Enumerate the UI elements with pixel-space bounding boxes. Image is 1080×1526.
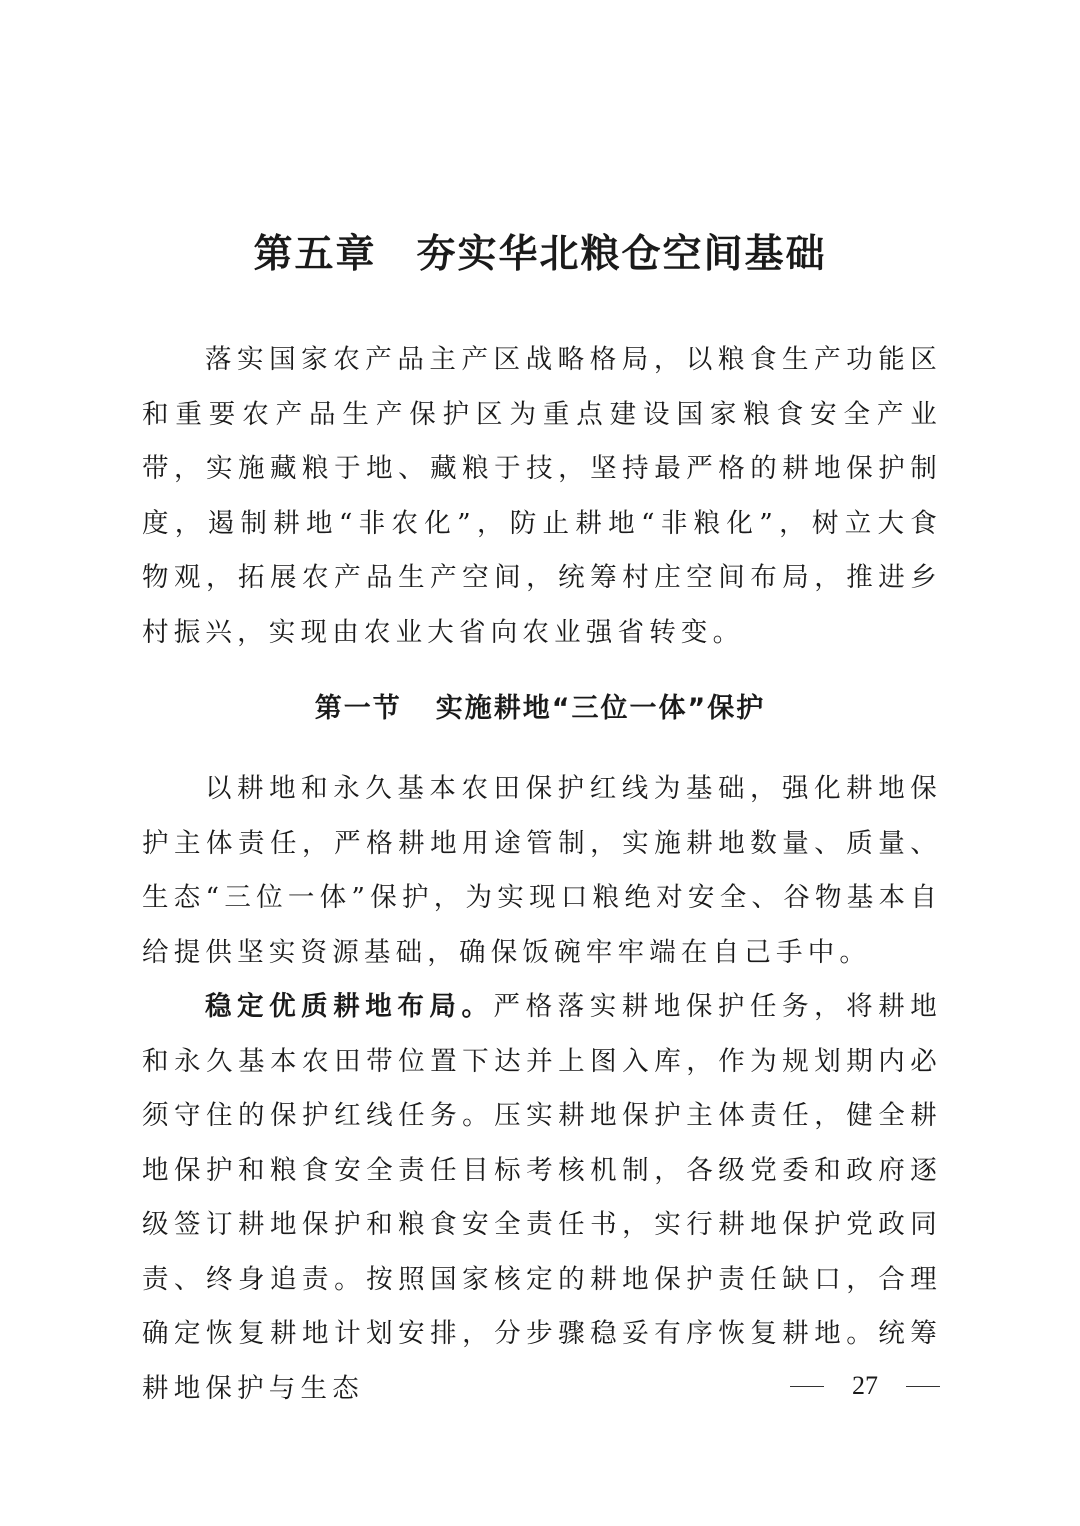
chapter-title	[0, 222, 1080, 288]
page-number-right-dash	[906, 1386, 940, 1387]
paragraph-lead: 稳定优质耕地布局。	[205, 991, 494, 1022]
intro-paragraph: 落实国家农产品主产区战略格局，以粮食生产功能区和重要农产品生产保护区为重点建设国家粮食安全产业带，实施藏粮于地、藏粮于技，坚持最严格的耕地保护制度，遏制耕地“非农化”，防止耕地“非粮化”，树立大食物观，拓展农产品生产空间，统筹村庄空间布局，推进乡村振兴，实现由农业大省向农业强省转变。	[142, 344, 942, 648]
section-paragraph-2	[142, 980, 942, 1416]
page-number	[790, 1366, 940, 1406]
section-title	[0, 682, 1080, 736]
page-number-left-dash	[790, 1386, 824, 1387]
section-number: 第一节	[314, 693, 402, 724]
intro-block	[142, 333, 942, 660]
section-title-text: 实施耕地“三位一体”保护	[435, 693, 766, 724]
section-body	[142, 762, 942, 1416]
paragraph-text: 严格落实耕地保护任务，将耕地和永久基本农田带位置下达并上图入库，作为规划期内必须守住的保护红线任务。压实耕地保护主体责任，健全耕地保护和粮食安全责任目标考核机制，各级党委和政府逐级签订耕地保护和粮食安全责任书，实行耕地保护党政同责、终身追责。按照国家核定的耕地保护责任缺口，合理确定恢复耕地计划安排，分步骤稳妥有序恢复耕地。统筹耕地保护与生态	[142, 991, 942, 1404]
paragraph-text: 以耕地和永久基本农田保护红线为基础，强化耕地保护主体责任，严格耕地用途管制，实施耕地数量、质量、生态“三位一体”保护，为实现口粮绝对安全、谷物基本自给提供坚实资源基础，确保饭碗牢牢端在自己手中。	[142, 773, 942, 968]
chapter-title-text: 夯实华北粮仓空间基础	[416, 232, 827, 277]
chapter-number: 第五章	[253, 232, 377, 277]
page-number-value: 27	[852, 1371, 878, 1400]
section-paragraph-1	[142, 762, 942, 980]
